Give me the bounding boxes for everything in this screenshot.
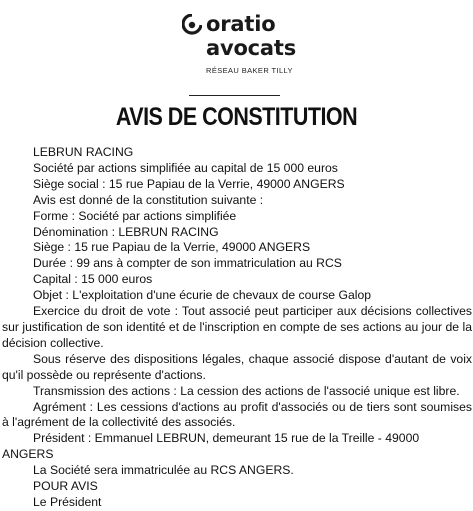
header-divider [189, 95, 280, 96]
company-form-capital: Société par actions simplifiée au capital de 15 000 euros [33, 160, 338, 175]
logo-wordmark-line1: oratio [206, 12, 276, 36]
notice-intro: Avis est donné de la constitution suivante : [33, 192, 264, 207]
oratio-logo [182, 8, 382, 80]
signatory: Le Président [33, 494, 102, 509]
head-office: Siège : 15 rue Papiau de la Verrie, 49000 ANGERS [33, 240, 311, 255]
notice-body [2, 145, 472, 511]
closing-formula: POUR AVIS [33, 479, 98, 494]
approval-clause: Agrément : Les cessions d'actions au profit d'associés ou de tiers sont soumises à l'agrément de la collectivité des associés. [2, 399, 472, 430]
notice-title: AVIS DE CONSTITUTION [115, 103, 358, 131]
voting-rights: Exercice du droit de vote : Tout associé peut participer aux décisions collectives sur justification de son identité et de l'inscription en compte de ses actions au jour de la décision collective. [2, 304, 472, 350]
logo-tagline: RÉSEAU BAKER TILLY [206, 66, 293, 75]
oratio-logo-icon [182, 14, 202, 36]
purpose: Objet : L'exploitation d'une écurie de chevaux de course Galop [33, 288, 371, 303]
voting-reservation: Sous réserve des dispositions légales, chaque associé dispose d'autant de voix qu'il possède ou représente d'actions. [2, 351, 472, 382]
duration: Durée : 99 ans à compter de son immatriculation au RCS [33, 256, 342, 271]
denomination: Dénomination : LEBRUN RACING [33, 224, 219, 239]
president: Président : Emmanuel LEBRUN, demeurant 15 rue de la Treille - 49000 ANGERS [2, 431, 420, 462]
logo-wordmark-line2: avocats [206, 36, 297, 60]
legal-form: Forme : Société par actions simplifiée [33, 208, 237, 223]
registration: La Société sera immatriculée au RCS ANGERS. [33, 463, 294, 478]
capital: Capital : 15 000 euros [33, 272, 153, 287]
share-transfer: Transmission des actions : La cession des actions de l'associé unique est libre. [33, 383, 460, 398]
registered-office: Siège social : 15 rue Papiau de la Verrie, 49000 ANGERS [33, 176, 345, 191]
company-name: LEBRUN RACING [33, 145, 134, 159]
